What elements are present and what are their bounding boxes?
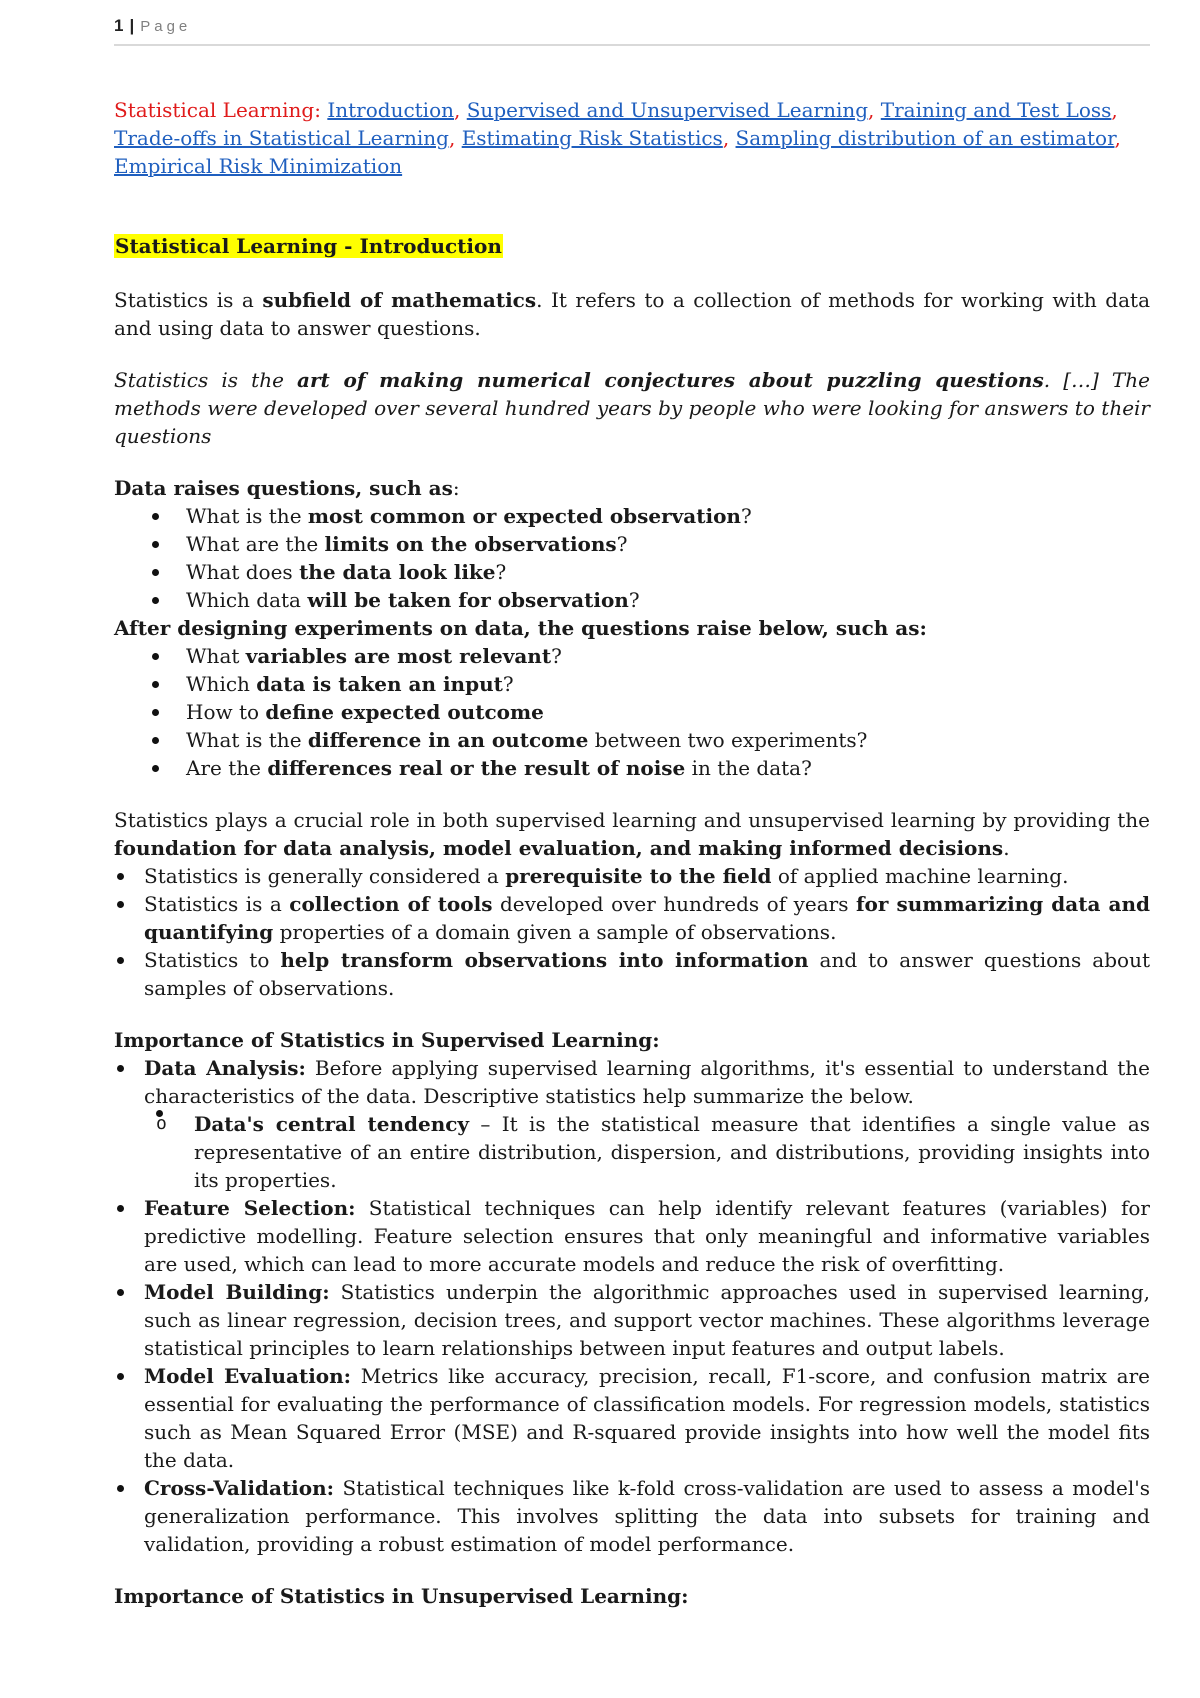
list-item: What variables are most relevant? [186, 642, 1150, 670]
list-item: Statistics is a collection of tools developed over hundreds of years for summarizing data and quantifying properties of a domain given a sample of observations. [144, 892, 1150, 944]
list-item: Which data is taken an input? [186, 670, 1150, 698]
list-item: What is the difference in an outcome between two experiments? [186, 726, 1150, 754]
toc-link-estimating-risk[interactable]: Estimating Risk Statistics [461, 126, 723, 150]
document-body [114, 96, 1150, 1610]
section-title: Statistical Learning - Introduction [115, 234, 502, 258]
header-separator: | [129, 16, 135, 35]
unsupervised-heading: Importance of Statistics in Unsupervised Learning: [114, 1584, 689, 1608]
list-item: What is the most common or expected observation? [186, 502, 1150, 530]
list-item: Model Evaluation: Metrics like accuracy, precision, recall, F1-score, and confusion matrix are essential for evaluating the performance of classification models. For regression models, statistics such as Mean Squared Error (MSE) and R-squared provide insights into how well the model fits the data. [144, 1364, 1150, 1472]
list-item: What does the data look like? [186, 558, 1150, 586]
page-number: 1 [114, 16, 124, 35]
toc-link-introduction[interactable]: Introduction [327, 98, 455, 122]
list-item: Feature Selection: Statistical techniques can help identify relevant features (variables) for predictive modelling. Feature selection ensures that only meaningful and informative variables are used, which can lead to more accurate models and reduce the risk of overfitting. [144, 1196, 1150, 1276]
toc-link-trade-offs[interactable]: Trade-offs in Statistical Learning [114, 126, 449, 150]
sub-list [114, 1110, 1150, 1194]
toc-link-empirical-risk[interactable]: Empirical Risk Minimization [114, 154, 403, 178]
supervised-heading: Importance of Statistics in Supervised Learning: [114, 1028, 660, 1052]
quote-paragraph: Statistics is the art of making numerical conjectures about puzzling questions. […] The methods were developed over several hundred years by people who were looking for answers to their questions [114, 368, 1150, 448]
intro-paragraph: Statistics is a subfield of mathematics. It refers to a collection of methods for working with data and using data to answer questions. [114, 288, 1150, 340]
list-item: Cross-Validation: Statistical techniques like k-fold cross-validation are used to assess a model's generalization performance. This involves splitting the data into subsets for training and validation, providing a robust estimation of model performance. [144, 1476, 1150, 1556]
toc-link-training-test-loss[interactable]: Training and Test Loss [880, 98, 1112, 122]
table-of-contents: Statistical Learning: Introduction, Supervised and Unsupervised Learning, Training and Test Loss, Trade-offs in Statistical Learning, Estimating Risk Statistics, Sampling distribution of an estimator, Empirical Risk Minimization [114, 98, 1121, 178]
toc-link-supervised-unsupervised[interactable]: Supervised and Unsupervised Learning [466, 98, 869, 122]
page-label: Page [140, 18, 192, 35]
list-item: What are the limits on the observations? [186, 530, 1150, 558]
supervised-list [114, 1054, 1150, 1558]
data-raises-heading: Data raises questions, such as: [114, 476, 460, 500]
list-item: Which data will be taken for observation? [186, 586, 1150, 614]
list-item: Are the differences real or the result of noise in the data? [186, 754, 1150, 782]
role-list [114, 862, 1150, 1002]
list-item: Data Analysis: Before applying supervised learning algorithms, it's essential to understand the characteristics of the data. Descriptive statistics help summarize the below. o Data's central tendency – It is the statistical measure that identifies a single value as representative of an entire distribution, dispersion, and distributions, providing insights into its properties. [144, 1054, 1150, 1194]
after-designing-heading: After designing experiments on data, the questions raise below, such as: [114, 616, 927, 640]
sub-list-item: o Data's central tendency – It is the statistical measure that identifies a single value as representative of an entire distribution, dispersion, and distributions, providing insights into its properties. [194, 1110, 1150, 1194]
page-header [114, 16, 1150, 46]
toc-link-sampling-distribution[interactable]: Sampling distribution of an estimator [735, 126, 1115, 150]
list-item: Statistics is generally considered a prerequisite to the field of applied machine learning. [144, 862, 1150, 890]
after-designing-list [114, 642, 1150, 782]
list-item: Model Building: Statistics underpin the algorithmic approaches used in supervised learning, such as linear regression, decision trees, and support vector machines. These algorithms leverage statistical principles to learn relationships between input features and output labels. [144, 1280, 1150, 1360]
role-paragraph: Statistics plays a crucial role in both supervised learning and unsupervised learning by providing the foundation for data analysis, model evaluation, and making informed decisions. [114, 808, 1150, 860]
toc-lead: Statistical Learning: [114, 98, 328, 122]
data-raises-list [114, 502, 1150, 614]
list-item: How to define expected outcome [186, 698, 1150, 726]
list-item: Statistics to help transform observations into information and to answer questions about samples of observations. [144, 948, 1150, 1000]
